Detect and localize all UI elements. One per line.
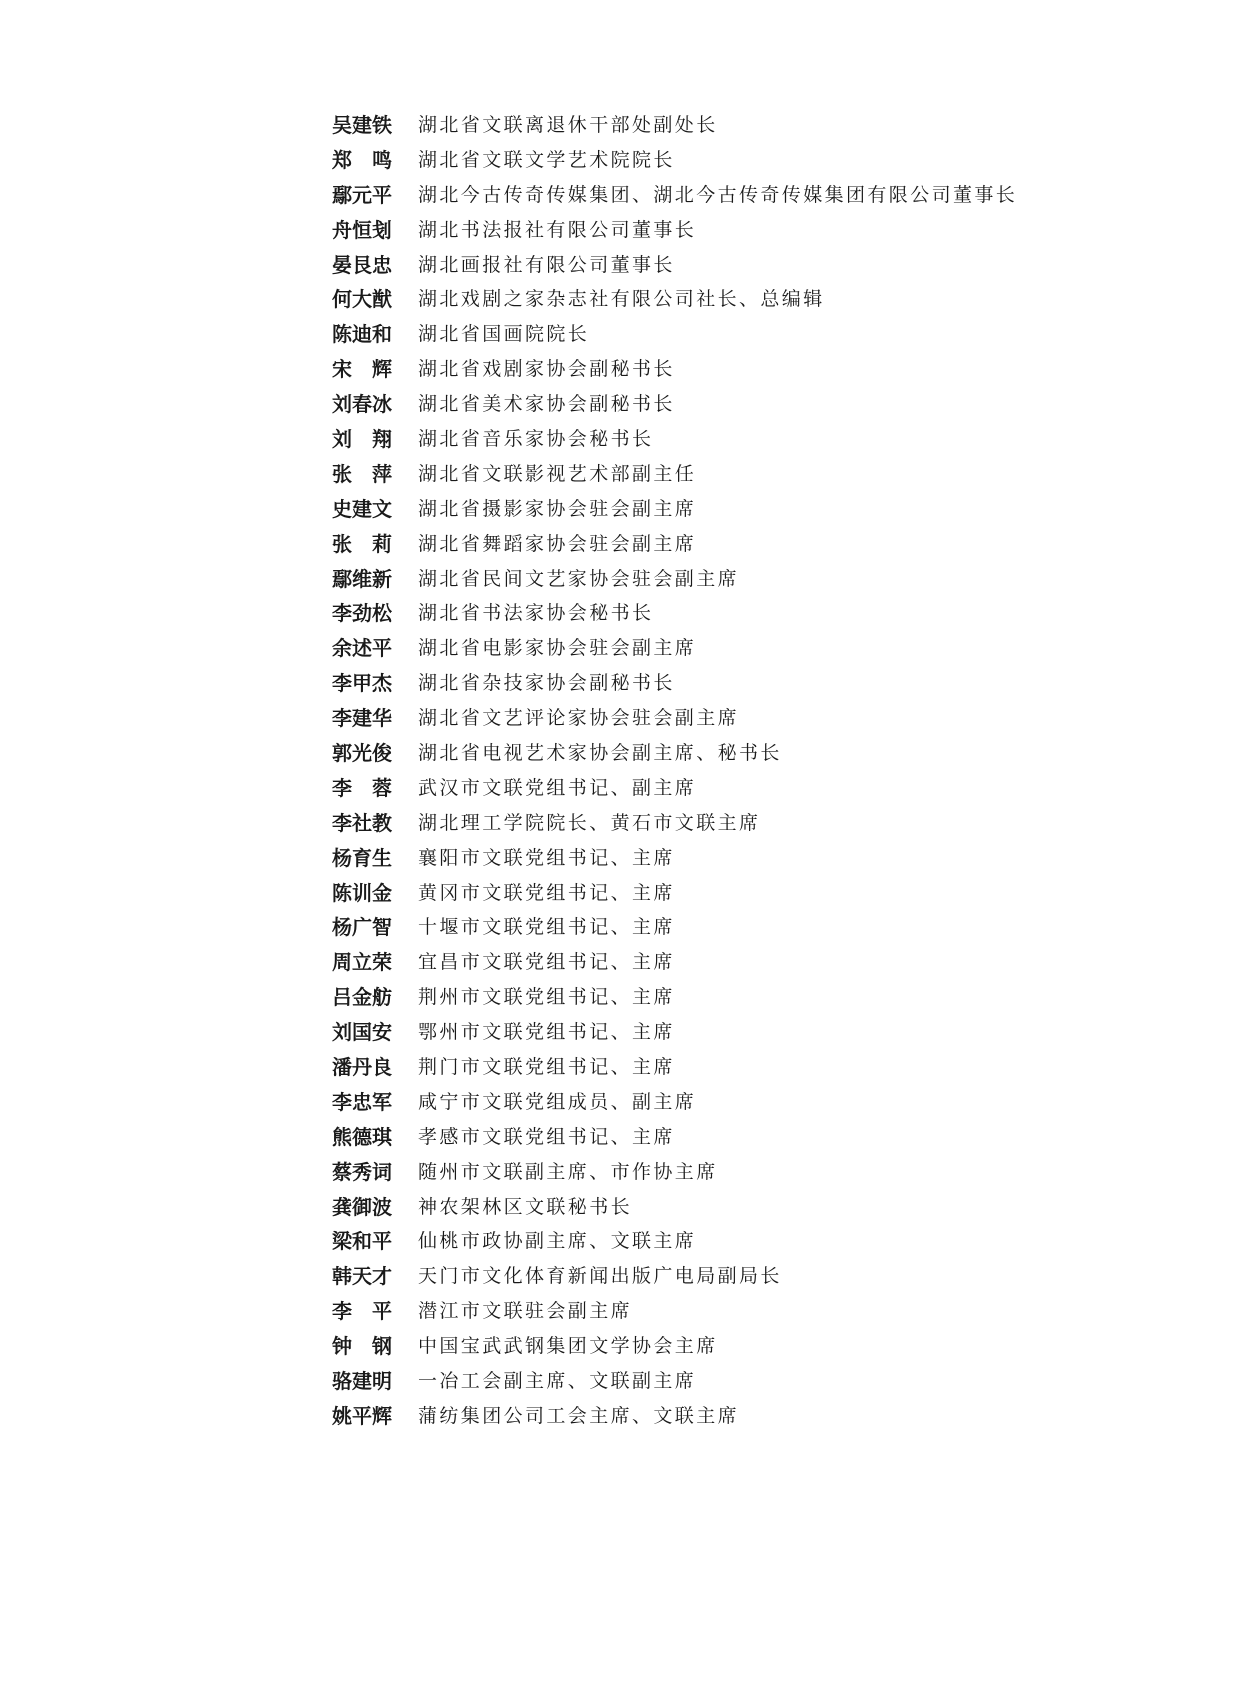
member-name: 周立荣 [332,950,392,975]
member-name: 李甲杰 [332,671,392,696]
member-name: 李 蓉 [332,775,392,800]
list-item [332,1083,1017,1118]
member-name: 张 萍 [332,461,392,486]
member-list [332,106,1017,1432]
list-item [332,699,1017,734]
member-title: 湖北省民间文艺家协会驻会副主席 [418,567,740,590]
member-name: 何大猷 [332,287,392,312]
member-name: 李劲松 [332,601,392,626]
member-title: 随州市文联副主席、市作协主席 [418,1160,718,1183]
member-title: 湖北省文联文学艺术院院长 [418,148,675,171]
member-title: 咸宁市文联党组成员、副主席 [418,1090,697,1113]
member-title: 武汉市文联党组书记、副主席 [418,776,697,799]
member-title: 襄阳市文联党组书记、主席 [418,846,675,869]
member-name: 吴建铁 [332,112,392,137]
member-title: 湖北省舞蹈家协会驻会副主席 [418,532,697,555]
list-item [332,978,1017,1013]
list-item [332,769,1017,804]
member-title: 天门市文化体育新闻出版广电局副局长 [418,1265,782,1288]
member-title: 湖北省戏剧家协会副秘书长 [418,358,675,381]
list-item [332,1153,1017,1188]
member-name: 蔡秀词 [332,1159,392,1184]
member-title: 宜昌市文联党组书记、主席 [418,951,675,974]
list-item [332,246,1017,281]
member-title: 湖北省音乐家协会秘书长 [418,427,654,450]
member-name: 梁和平 [332,1229,392,1254]
member-title: 湖北书法报社有限公司董事长 [418,218,697,241]
list-item [332,1397,1017,1432]
list-item [332,1188,1017,1223]
member-title: 湖北省文联离退休干部处副处长 [418,113,718,136]
member-title: 中国宝武武钢集团文学协会主席 [418,1335,718,1358]
member-name: 鄢元平 [332,182,392,207]
member-title: 湖北省美术家协会副秘书长 [418,393,675,416]
member-title: 湖北省杂技家协会副秘书长 [418,672,675,695]
member-title: 十堰市文联党组书记、主席 [418,916,675,939]
list-item [332,455,1017,490]
list-item [332,420,1017,455]
member-name: 韩天才 [332,1264,392,1289]
member-title: 湖北理工学院院长、黄石市文联主席 [418,811,761,834]
member-name: 龚御波 [332,1194,392,1219]
list-item [332,211,1017,246]
list-item [332,176,1017,211]
list-item [332,1292,1017,1327]
member-title: 湖北画报社有限公司董事长 [418,253,675,276]
member-name: 陈训金 [332,880,392,905]
member-name: 李 平 [332,1299,392,1324]
list-item [332,525,1017,560]
list-item [332,908,1017,943]
member-title: 湖北今古传奇传媒集团、湖北今古传奇传媒集团有限公司董事长 [418,183,1018,206]
list-item [332,490,1017,525]
member-name: 李忠军 [332,1089,392,1114]
list-item [332,664,1017,699]
list-item [332,350,1017,385]
member-title: 荆门市文联党组书记、主席 [418,1055,675,1078]
member-name: 鄢维新 [332,566,392,591]
member-name: 张 莉 [332,531,392,556]
list-item [332,734,1017,769]
member-title: 荆州市文联党组书记、主席 [418,986,675,1009]
list-item [332,141,1017,176]
member-name: 余述平 [332,636,392,661]
member-title: 蒲纺集团公司工会主席、文联主席 [418,1404,740,1427]
member-name: 郭光俊 [332,740,392,765]
member-name: 郑 鸣 [332,147,392,172]
member-title: 仙桃市政协副主席、文联主席 [418,1230,697,1253]
list-item [332,315,1017,350]
list-item [332,874,1017,909]
member-name: 舟恒刬 [332,217,392,242]
list-item [332,1048,1017,1083]
member-name: 杨育生 [332,845,392,870]
member-name: 宋 辉 [332,357,392,382]
member-title: 湖北省文艺评论家协会驻会副主席 [418,707,740,730]
member-name: 陈迪和 [332,322,392,347]
list-item [332,839,1017,874]
member-name: 熊德琪 [332,1124,392,1149]
member-name: 钟 钢 [332,1334,392,1359]
member-title: 鄂州市文联党组书记、主席 [418,1021,675,1044]
member-title: 黄冈市文联党组书记、主席 [418,881,675,904]
member-title: 湖北省书法家协会秘书长 [418,602,654,625]
member-name: 刘春冰 [332,392,392,417]
member-title: 湖北省摄影家协会驻会副主席 [418,497,697,520]
list-item [332,280,1017,315]
member-title: 湖北戏剧之家杂志社有限公司社长、总编辑 [418,288,825,311]
member-title: 湖北省电视艺术家协会副主席、秘书长 [418,741,782,764]
member-title: 湖北省电影家协会驻会副主席 [418,637,697,660]
member-name: 姚平辉 [332,1403,392,1428]
list-item [332,560,1017,595]
list-item [332,594,1017,629]
list-item [332,1013,1017,1048]
member-title: 潜江市文联驻会副主席 [418,1300,633,1323]
list-item [332,1257,1017,1292]
member-name: 吕金舫 [332,985,392,1010]
list-item [332,629,1017,664]
list-item [332,804,1017,839]
list-item [332,385,1017,420]
member-name: 李建华 [332,706,392,731]
list-item [332,1362,1017,1397]
member-name: 晏艮忠 [332,252,392,277]
list-item [332,106,1017,141]
member-name: 杨广智 [332,915,392,940]
member-name: 刘 翔 [332,426,392,451]
member-title: 湖北省国画院院长 [418,323,590,346]
list-item [332,1327,1017,1362]
list-item [332,1223,1017,1258]
list-item [332,943,1017,978]
member-name: 史建文 [332,496,392,521]
member-title: 湖北省文联影视艺术部副主任 [418,462,697,485]
member-title: 孝感市文联党组书记、主席 [418,1125,675,1148]
member-name: 李社教 [332,810,392,835]
list-item [332,1118,1017,1153]
member-title: 一冶工会副主席、文联副主席 [418,1370,697,1392]
member-name: 骆建明 [332,1369,392,1393]
member-title: 神农架林区文联秘书长 [418,1195,633,1218]
member-name: 刘国安 [332,1020,392,1045]
member-name: 潘丹良 [332,1054,392,1079]
